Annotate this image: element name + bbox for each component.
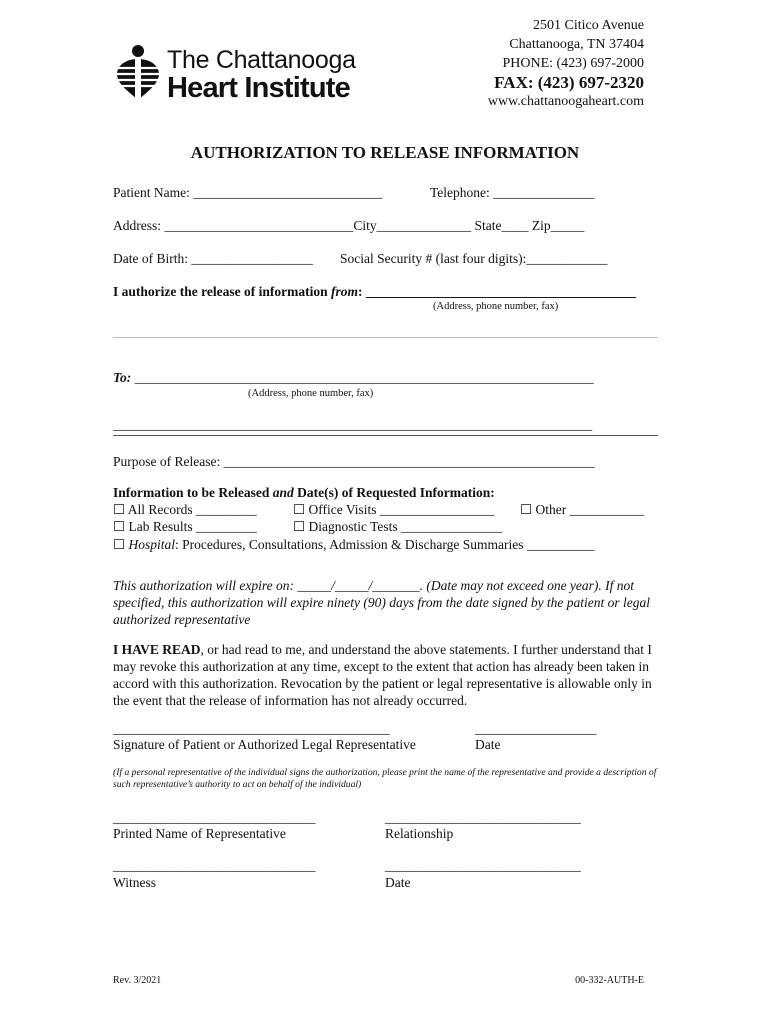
witness-line[interactable]: ______________________________	[113, 858, 316, 873]
statement-rest: , or had read to me, and understand the above statements. I further understand that I may revoke this authorization at any time, except to the extent that action has already been taken in accord with this authorization. Revocation by the patient or legal representative is allowable only in the event that the release of information has not already occurred.	[113, 642, 652, 708]
hospital-checkbox[interactable]	[113, 537, 594, 553]
info-heading	[113, 485, 495, 501]
address-field[interactable]: Address: ____________________________City______________ State____ Zip_____	[113, 218, 585, 233]
hospital-label: Hospital	[128, 537, 175, 552]
release-to-blank: ____________________________________________________________________	[131, 370, 594, 385]
info-heading-and: and	[272, 485, 294, 500]
all-records-checkbox[interactable]: ☐ All Records _________	[113, 502, 257, 517]
ssn-field[interactable]: Social Security # (last four digits):____________	[340, 251, 608, 266]
release-from-blank: : ________________________________________	[357, 284, 636, 299]
info-heading-end: Date(s) of Requested Information:	[293, 485, 495, 500]
logo-text-line2: Heart Institute	[167, 72, 350, 104]
heart-institute-logo-icon	[113, 44, 163, 102]
patient-name-field[interactable]: Patient Name: ____________________________	[113, 185, 383, 200]
expiration-text: This authorization will expire on: _____/_____/_______. (Date may not exceed one year). If not specified, this authorization will expire ninety (90) days from the date signed by the patient or legal authorized representative	[113, 578, 651, 627]
witness-date-label: Date	[385, 875, 411, 890]
website: www.chattanoogaheart.com	[487, 94, 644, 109]
divider	[113, 435, 658, 436]
signature-date-label: Date	[475, 737, 501, 752]
purpose-field[interactable]: Purpose of Release: _______________________________________________________	[113, 454, 595, 469]
lab-results-checkbox[interactable]: ☐ Lab Results _________	[113, 519, 257, 534]
hospital-box: ☐	[113, 537, 129, 552]
signature-line[interactable]: _________________________________________	[113, 721, 390, 736]
office-visits-checkbox[interactable]: ☐ Office Visits _________________	[293, 502, 495, 517]
info-heading-start: Information to be Released	[113, 485, 273, 500]
release-to-field[interactable]	[113, 370, 594, 386]
witness-date-line[interactable]: _____________________________	[385, 858, 581, 873]
other-checkbox[interactable]: ☐ Other ___________	[520, 502, 644, 517]
signature-label: Signature of Patient or Authorized Legal Representative	[113, 737, 416, 752]
hospital-rest: : Procedures, Consultations, Admission & Discharge Summaries __________	[175, 537, 595, 552]
representative-note: (If a personal representative of the individual signs the authorization, please print the name of the representative and provide a description of such representative’s authority to act on behalf of the individual)	[113, 767, 657, 790]
relationship-label: Relationship	[385, 826, 454, 841]
diagnostic-tests-checkbox[interactable]: ☐ Diagnostic Tests _______________	[293, 519, 503, 534]
statement-bold: I HAVE READ	[113, 642, 201, 657]
revision-date: Rev. 3/2021	[113, 975, 162, 986]
form-code: 00-332-AUTH-E	[575, 975, 644, 986]
address-line2: Chattanooga, TN 37404	[509, 37, 644, 52]
release-to-label: To:	[113, 370, 132, 385]
to-second-line[interactable]: _______________________________________________________________________	[113, 417, 593, 432]
release-from-hint: (Address, phone number, fax)	[433, 301, 559, 312]
telephone-field[interactable]: Telephone: _______________	[430, 185, 595, 200]
address-line1: 2501 Citico Avenue	[533, 18, 644, 33]
fax-number: FAX: (423) 697-2320	[494, 73, 644, 92]
release-from-italic: from	[330, 284, 358, 299]
release-from-field[interactable]	[113, 284, 636, 300]
relationship-line[interactable]: _____________________________	[385, 810, 581, 825]
printed-name-label: Printed Name of Representative	[113, 826, 286, 841]
printed-name-line[interactable]: ______________________________	[113, 810, 316, 825]
from-extra-line[interactable]	[113, 337, 658, 338]
signature-date-line[interactable]: __________________	[475, 721, 597, 736]
logo-text-line1: The Chattanooga	[167, 46, 356, 74]
release-from-label: I authorize the release of information	[113, 284, 331, 299]
release-to-hint: (Address, phone number, fax)	[248, 388, 374, 399]
phone-number: PHONE: (423) 697-2000	[502, 56, 644, 71]
form-title: AUTHORIZATION TO RELEASE INFORMATION	[190, 143, 580, 162]
authorization-statement	[113, 641, 658, 709]
witness-label: Witness	[113, 875, 156, 890]
dob-field[interactable]: Date of Birth: __________________	[113, 251, 313, 266]
